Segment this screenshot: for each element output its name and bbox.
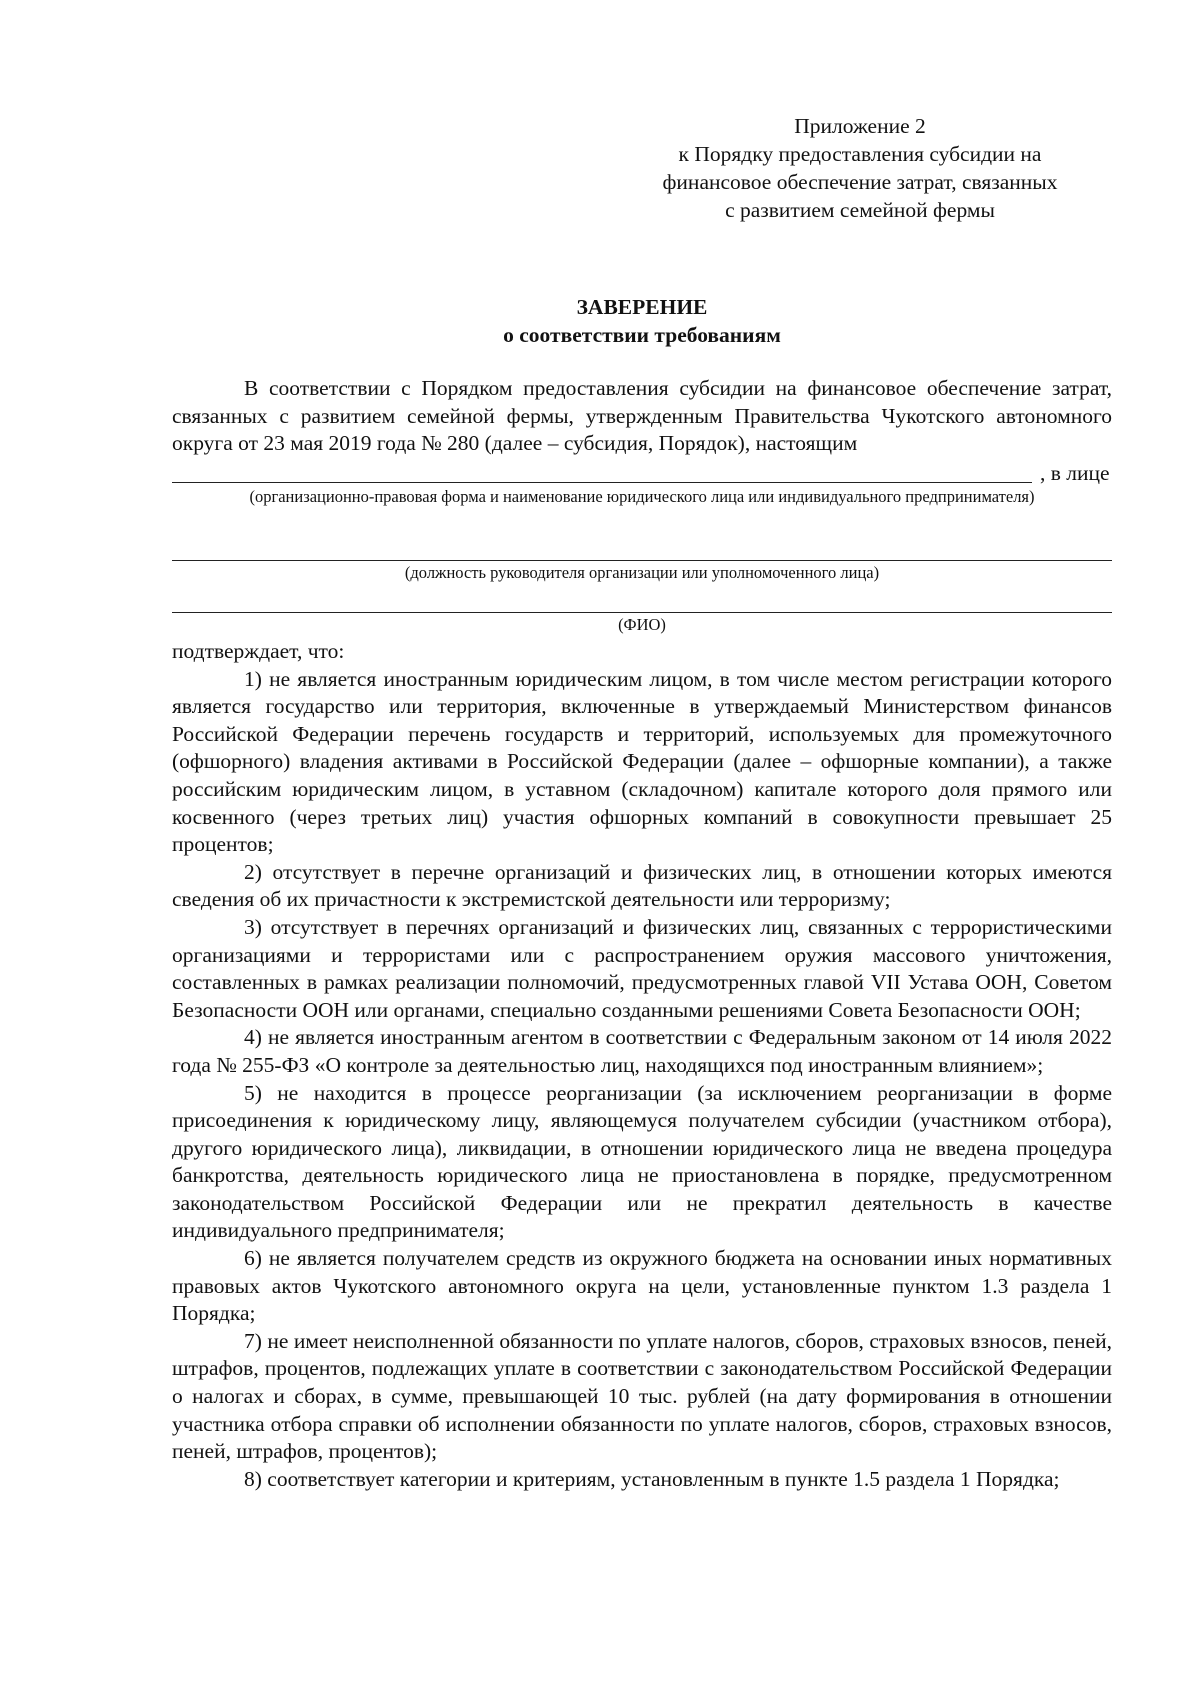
confirms-text: подтверждает, что: — [172, 639, 345, 663]
position-caption: (должность руководителя организации или уполномоченного лица) — [404, 563, 880, 582]
fio-line — [172, 612, 1112, 613]
org-name-line — [172, 482, 1032, 483]
list-item: 6) не является получателем средств из окружного бюджета на основании иных нормативных правовых актов Чукотского автономного округа на цели, установленные пунктом 1.3 раздела 1 Порядка; — [172, 1246, 1112, 1326]
intro-paragraph — [172, 375, 1112, 458]
in-person-label: , в лице — [1040, 461, 1110, 485]
intro-text: В соответствии с Порядком предоставления субсидии на финансовое обеспечение затрат, связанных с развитием семейной фермы, утвержденным Правительства Чукотского автономного округа от 23 мая 2019 года № 280 (далее – субсидия, Порядок), настоящим — [172, 376, 1112, 456]
org-caption: (организационно-правовая форма и наименование юридического лица или индивидуального предпринимателя) — [249, 487, 1035, 506]
appendix-header — [620, 112, 1100, 224]
list-item: 8) соответствует категории и критериям, установленным в пункте 1.5 раздела 1 Порядка; — [244, 1466, 1060, 1491]
list-item: 3) отсутствует в перечнях организаций и физических лиц, связанных с террористическими организациями и террористами или с распространением оружия массового уничтожения, составленных в рамках реализации полномочий, предусмотренных главой VII Устава ООН, Советом Безопасности ООН или органами, специально созданными решениями Совета Безопасности ООН; — [172, 914, 1112, 1022]
list-item: 5) не находится в процессе реорганизации (за исключением реорганизации в форме присоединения к юридическому лицу, являющемуся получателем субсидии (участником отбора), другого юридического лица), ликвидации, в отношении юридического лица не введена процедура банкротства, деятельность юридического лица не приостановлена в порядке, предусмотренном законодательством Российской Федерации или не прекратил деятельность в качестве индивидуального предпринимателя; — [172, 1080, 1112, 1243]
list-item: 4) не является иностранным агентом в соответствии с Федеральным законом от 14 июля 2022 года № 255-ФЗ «О контроле за деятельностью лиц, находящихся под иностранным влиянием»; — [172, 1025, 1112, 1077]
list-item: 1) не является иностранным юридическим лицом, в том числе местом регистрации которого является государство или территория, включенные в утверждаемый Министерством финансов Российской Федерации перечень государств и территорий, используемых для промежуточного (офшорного) владения активами в Российской Федерации (далее – офшорные компании), а также российским юридическим лицом, в уставном (складочном) капитале которого доля прямого или косвенного (через третьих лиц) участия офшорных компаний в совокупности превышает 25 процентов; — [172, 666, 1112, 857]
appendix-line: Приложение 2 — [794, 114, 926, 138]
appendix-line: с развитием семейной фермы — [725, 198, 995, 222]
document-title: ЗАВЕРЕНИЕ — [576, 295, 708, 319]
position-line — [172, 560, 1112, 561]
document-subtitle: о соответствии требованиям — [503, 323, 781, 347]
fio-caption: (ФИО) — [618, 615, 666, 634]
items-section — [172, 638, 1112, 1493]
appendix-line: финансовое обеспечение затрат, связанных — [662, 170, 1058, 194]
appendix-line: к Порядку предоставления субсидии на — [678, 142, 1042, 166]
list-item: 2) отсутствует в перечне организаций и физических лиц, в отношении которых имеются сведения об их причастности к экстремистской деятельности или терроризму; — [172, 859, 1112, 912]
list-item: 7) не имеет неисполненной обязанности по уплате налогов, сборов, страховых взносов, пеней, штрафов, процентов, подлежащих уплате в соответствии с законодательством Российской Федерации о налогах и сборах, в сумме, превышающей 10 тыс. рублей (на дату формирования в отношении участника отбора справки об исполнении обязанности по уплате налогов, сборов, страховых взносов, пеней, штрафов, процентов); — [172, 1328, 1112, 1464]
